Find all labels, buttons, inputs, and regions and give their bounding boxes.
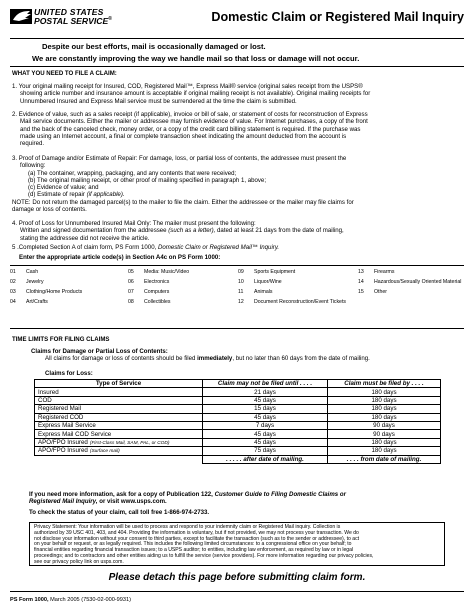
usps-logo <box>10 6 130 34</box>
article-code-label: Hazardous/Sexually Oriented Material <box>374 279 462 285</box>
service-name: Registered Mail <box>38 405 81 413</box>
article-code-label: Sports Equipment <box>254 269 296 275</box>
article-code-number: 01 <box>10 269 16 275</box>
note-line: damage or loss of contents. <box>12 206 87 214</box>
privacy-line: Privacy Statement: Your information will be used to process and respond to your indemnity claim or Registered Mail inquiry. Collection is <box>34 524 341 530</box>
detach-notice: Please detach this page before submitting claim form. <box>108 572 366 583</box>
filed-by-cell: 180 days <box>328 413 441 421</box>
logo-line-2-text: POSTAL SERVICE <box>34 16 109 26</box>
damage-text-b: immediately <box>197 355 233 362</box>
filed-until-cell: 45 days <box>203 413 328 421</box>
filed-until-cell: 45 days <box>203 430 328 438</box>
item-3-d-italic: (if applicable). <box>86 191 125 199</box>
table-row <box>35 438 441 446</box>
logo-line-2 <box>34 16 112 26</box>
filed-by-cell: 180 days <box>328 447 441 455</box>
intro-line-2: We are constantly improving the way we handle mail so that loss or damage will not occur. <box>32 54 360 63</box>
item-5 <box>12 244 462 251</box>
filed-by-cell: 180 days <box>328 405 441 413</box>
eagle-icon <box>10 8 32 25</box>
table-row <box>35 405 441 413</box>
article-code-label: Animals <box>254 289 273 295</box>
service-name: APO/FPO Insured <box>38 438 88 446</box>
privacy-statement <box>29 522 445 566</box>
item-2-line: and the back of the canceled check, money order, or a copy of the credit card billing statement is required. If the purchase was <box>20 125 361 133</box>
info-2b: or visit www.usps.com. <box>99 498 167 505</box>
info-1a: If you need more information, ask for a copy of Publication 122, <box>29 491 213 498</box>
service-note: (Surface mail) <box>89 449 120 455</box>
info-1b: Customer Guide to Filing Domestic Claims or <box>214 491 346 498</box>
service-cell <box>35 430 203 438</box>
footer-form: PS Form 1000, <box>10 597 49 603</box>
article-code-number: 03 <box>10 289 16 295</box>
damage-text-c: , but no later than 60 days from the date of mailing. <box>232 355 370 362</box>
item-1-line: Unnumbered Insured and Express Mail service must be surrendered at the time the claim is submitted. <box>20 97 297 105</box>
privacy-line: proceedings; and to contractors and other entities aiding us to fulfill the service (service providers). For more information regarding our privacy policies, <box>34 552 374 559</box>
form-footer <box>10 597 131 603</box>
item-2 <box>12 111 462 147</box>
item-2-line: made using an Internet account, a final or complete transaction sheet indicating the amount deducted from the account is <box>20 132 347 140</box>
item-4-text-c: dated at least 21 days from the date of mailing, <box>217 227 344 235</box>
item-5-line <box>12 244 462 251</box>
item-3-line: 3. Proof of Damage and/or Estimate of Repair: For damage, loss, or partial loss of contents, the addressee must present the <box>12 155 347 162</box>
table-row <box>35 421 441 429</box>
service-name: Registered COD <box>38 413 84 421</box>
header-rule <box>10 38 464 39</box>
info-line-3: To check the status of your claim, call toll free 1-866-974-2733. <box>29 509 210 516</box>
codes-rule-bottom <box>10 328 464 329</box>
article-code-label: Other <box>374 289 387 295</box>
article-code-number: 06 <box>128 279 134 285</box>
filed-until-cell: 45 days <box>203 438 328 446</box>
item-2-line: required. <box>20 140 45 148</box>
item-2-line: Mail service documents. Either the mailer or addressee may furnish evidence of value. For Internet purchases, a copy of the front <box>20 118 368 126</box>
item-3-line: (a) The container, wrapping, packaging, and any contents that were received; <box>28 169 237 177</box>
time-limits-table <box>34 379 441 464</box>
article-codes-list <box>10 261 464 329</box>
filed-by-cell: 180 days <box>328 388 441 396</box>
damage-claims-heading: Claims for Damage or Partial Loss of Contents: <box>31 348 168 355</box>
article-code-number: 11 <box>238 289 244 295</box>
from-date-of-mailing: . . . . from date of mailing. <box>328 455 441 463</box>
service-note: (First-Class Mail, SAM, PAL, or COD) <box>89 440 170 446</box>
service-name: COD <box>38 396 52 404</box>
privacy-line: authorized by 39 USC 401, 403, and 404. Providing the information is voluntary, but if not provided, we may not process your transaction. We do <box>34 529 359 536</box>
privacy-line: not disclose your information without your consent to third parties, except to facilitate the transaction (such as to the sender or addressee), to act <box>34 535 360 542</box>
article-code-label: Media: Music/Video <box>144 269 190 275</box>
footer-rule <box>10 591 464 592</box>
registered-mark: ® <box>108 16 112 22</box>
article-code-label: Electronics <box>144 279 170 285</box>
item-3-line: following: <box>20 162 46 170</box>
item-4-line <box>12 227 462 234</box>
filed-by-cell: 90 days <box>328 430 441 438</box>
what-you-need-heading: WHAT YOU NEED TO FILE A CLAIM: <box>12 70 117 77</box>
filed-by-cell: 180 days <box>328 438 441 446</box>
article-codes-heading: Enter the appropriate article code(s) in Section A4c on PS Form 1000: <box>19 254 221 261</box>
filed-until-cell: 21 days <box>203 388 328 396</box>
article-code-number: 08 <box>128 299 134 305</box>
loss-claims-heading: Claims for Loss: <box>45 370 93 377</box>
service-cell <box>35 438 203 446</box>
article-code-label: Jewelry <box>26 279 44 285</box>
service-cell <box>35 388 203 396</box>
item-2-line: 2. Evidence of value, such as a sales receipt (if applicable), invoice or bill of sale, or statement of costs for reconstruction of Express <box>12 111 368 118</box>
intro-rule <box>10 66 464 67</box>
article-code-number: 09 <box>238 269 244 275</box>
article-code-number: 02 <box>10 279 16 285</box>
table-row <box>35 413 441 421</box>
item-4-line: stating the addressee did not receive the article. <box>20 234 150 242</box>
item-4-text-b: (such as a letter), <box>168 227 216 235</box>
item-3 <box>12 155 462 213</box>
article-code-label: Art/Crafts <box>26 299 48 305</box>
item-4-text-a: Written and signed documentation from the addressee <box>20 227 167 235</box>
table-footer-row <box>35 455 441 463</box>
service-name: APO/FPO Insured <box>38 447 88 455</box>
logo-line-1: UNITED STATES <box>34 7 104 17</box>
item-4 <box>12 220 462 242</box>
intro-line-1: Despite our best efforts, mail is occasionally damaged or lost. <box>42 42 266 51</box>
time-limits-heading: TIME LIMITS FOR FILING CLAIMS <box>12 336 110 343</box>
service-name: Insured <box>38 388 59 396</box>
article-code-number: 15 <box>358 289 364 295</box>
article-code-number: 13 <box>358 269 364 275</box>
article-code-label: Cash <box>26 269 39 275</box>
article-code-number: 12 <box>238 299 244 305</box>
item-3-d-text: (d) Estimate of repair <box>28 191 85 199</box>
article-code-number: 07 <box>128 289 134 295</box>
damage-text-a: All claims for damage or loss of contents should be filed <box>45 355 196 362</box>
article-code-label: Liquor/Wine <box>254 279 282 285</box>
item-3-line <box>12 191 462 198</box>
filed-until-cell: 45 days <box>203 396 328 404</box>
service-cell <box>35 413 203 421</box>
article-code-label: Document Reconstruction/Event Tickets <box>254 299 346 305</box>
info-line-2 <box>29 498 167 505</box>
page-title: Domestic Claim or Registered Mail Inquiry <box>211 10 464 24</box>
column-header: Claim must be filed by . . . . <box>328 380 441 388</box>
codes-rule-top <box>10 265 464 266</box>
filed-until-cell: 7 days <box>203 421 328 429</box>
filed-by-cell: 180 days <box>328 396 441 404</box>
item-1-line: showing article number and insurance amount is acceptable if original mailing receipt is not available). Original mailing receipts for <box>20 90 371 98</box>
service-name: Express Mail COD Service <box>38 430 112 438</box>
privacy-line: financial entities regarding financial transaction issues; to a USPS auditor; to entities, including law enforcement, as required by law or in legal <box>34 547 354 554</box>
article-code-number: 14 <box>358 279 364 285</box>
article-code-number: 10 <box>238 279 244 285</box>
service-cell <box>35 396 203 404</box>
filed-by-cell: 90 days <box>328 421 441 429</box>
item-4-line: 4. Proof of Loss for Unnumbered Insured Mail Only: The mailer must present the following: <box>12 220 256 227</box>
table-row <box>35 388 441 396</box>
table-header-row <box>35 380 441 388</box>
column-header: Type of Service <box>35 380 203 388</box>
table-row <box>35 430 441 438</box>
article-code-label: Clothing/Home Products <box>26 289 83 295</box>
item-1-line: 1. Your original mailing receipt for Insured, COD, Registered Mail™, Express Mail® service (original sales receipt from the USPS® <box>12 83 363 90</box>
article-code-number: 05 <box>128 269 134 275</box>
after-date-of-mailing: . . . . . after date of mailing. <box>203 455 328 463</box>
item-5-text-a: 5 .Completed Section A of claim form, PS Form 1000, <box>12 244 157 251</box>
article-code-label: Collectibles <box>144 299 171 305</box>
column-header: Claim may not be filed until . . . . <box>203 380 328 388</box>
page-header <box>10 4 464 38</box>
table-body <box>35 388 441 464</box>
damage-claims-text <box>45 355 370 362</box>
service-cell <box>35 421 203 429</box>
empty-cell <box>35 455 203 463</box>
article-code-number: 04 <box>10 299 16 305</box>
item-1 <box>12 83 462 105</box>
privacy-line: see our privacy policy link on usps.com. <box>34 558 124 565</box>
service-cell <box>35 405 203 413</box>
note-line: NOTE: Do not return the damaged parcel(s) to the mailer to file the claim. Either the addressee or the mailer may file claims for <box>12 198 354 206</box>
item-5-text-b: Domestic Claim or Registered Mail™ Inquiry. <box>158 244 280 251</box>
footer-rest: March 2005 (7530-02-000-9931) <box>50 597 131 603</box>
service-name: Express Mail Service <box>38 422 96 430</box>
article-code-label: Computers <box>144 289 170 295</box>
item-3-line: (b) The original mailing receipt, or other proof of mailing specified in paragraph 1, above; <box>28 176 267 184</box>
service-cell <box>35 447 203 455</box>
article-code-label: Firearms <box>374 269 395 275</box>
privacy-line: on your behalf or request, or as legally required. This includes the following limited circumstances: to a congressional office on your behalf; to <box>34 541 352 548</box>
filed-until-cell: 15 days <box>203 405 328 413</box>
item-3-line: (c) Evidence of value; and <box>28 184 99 192</box>
filed-until-cell: 75 days <box>203 447 328 455</box>
table-row <box>35 396 441 404</box>
info-2a: Registered Mail Inquiry, <box>29 498 98 505</box>
table-row <box>35 447 441 455</box>
